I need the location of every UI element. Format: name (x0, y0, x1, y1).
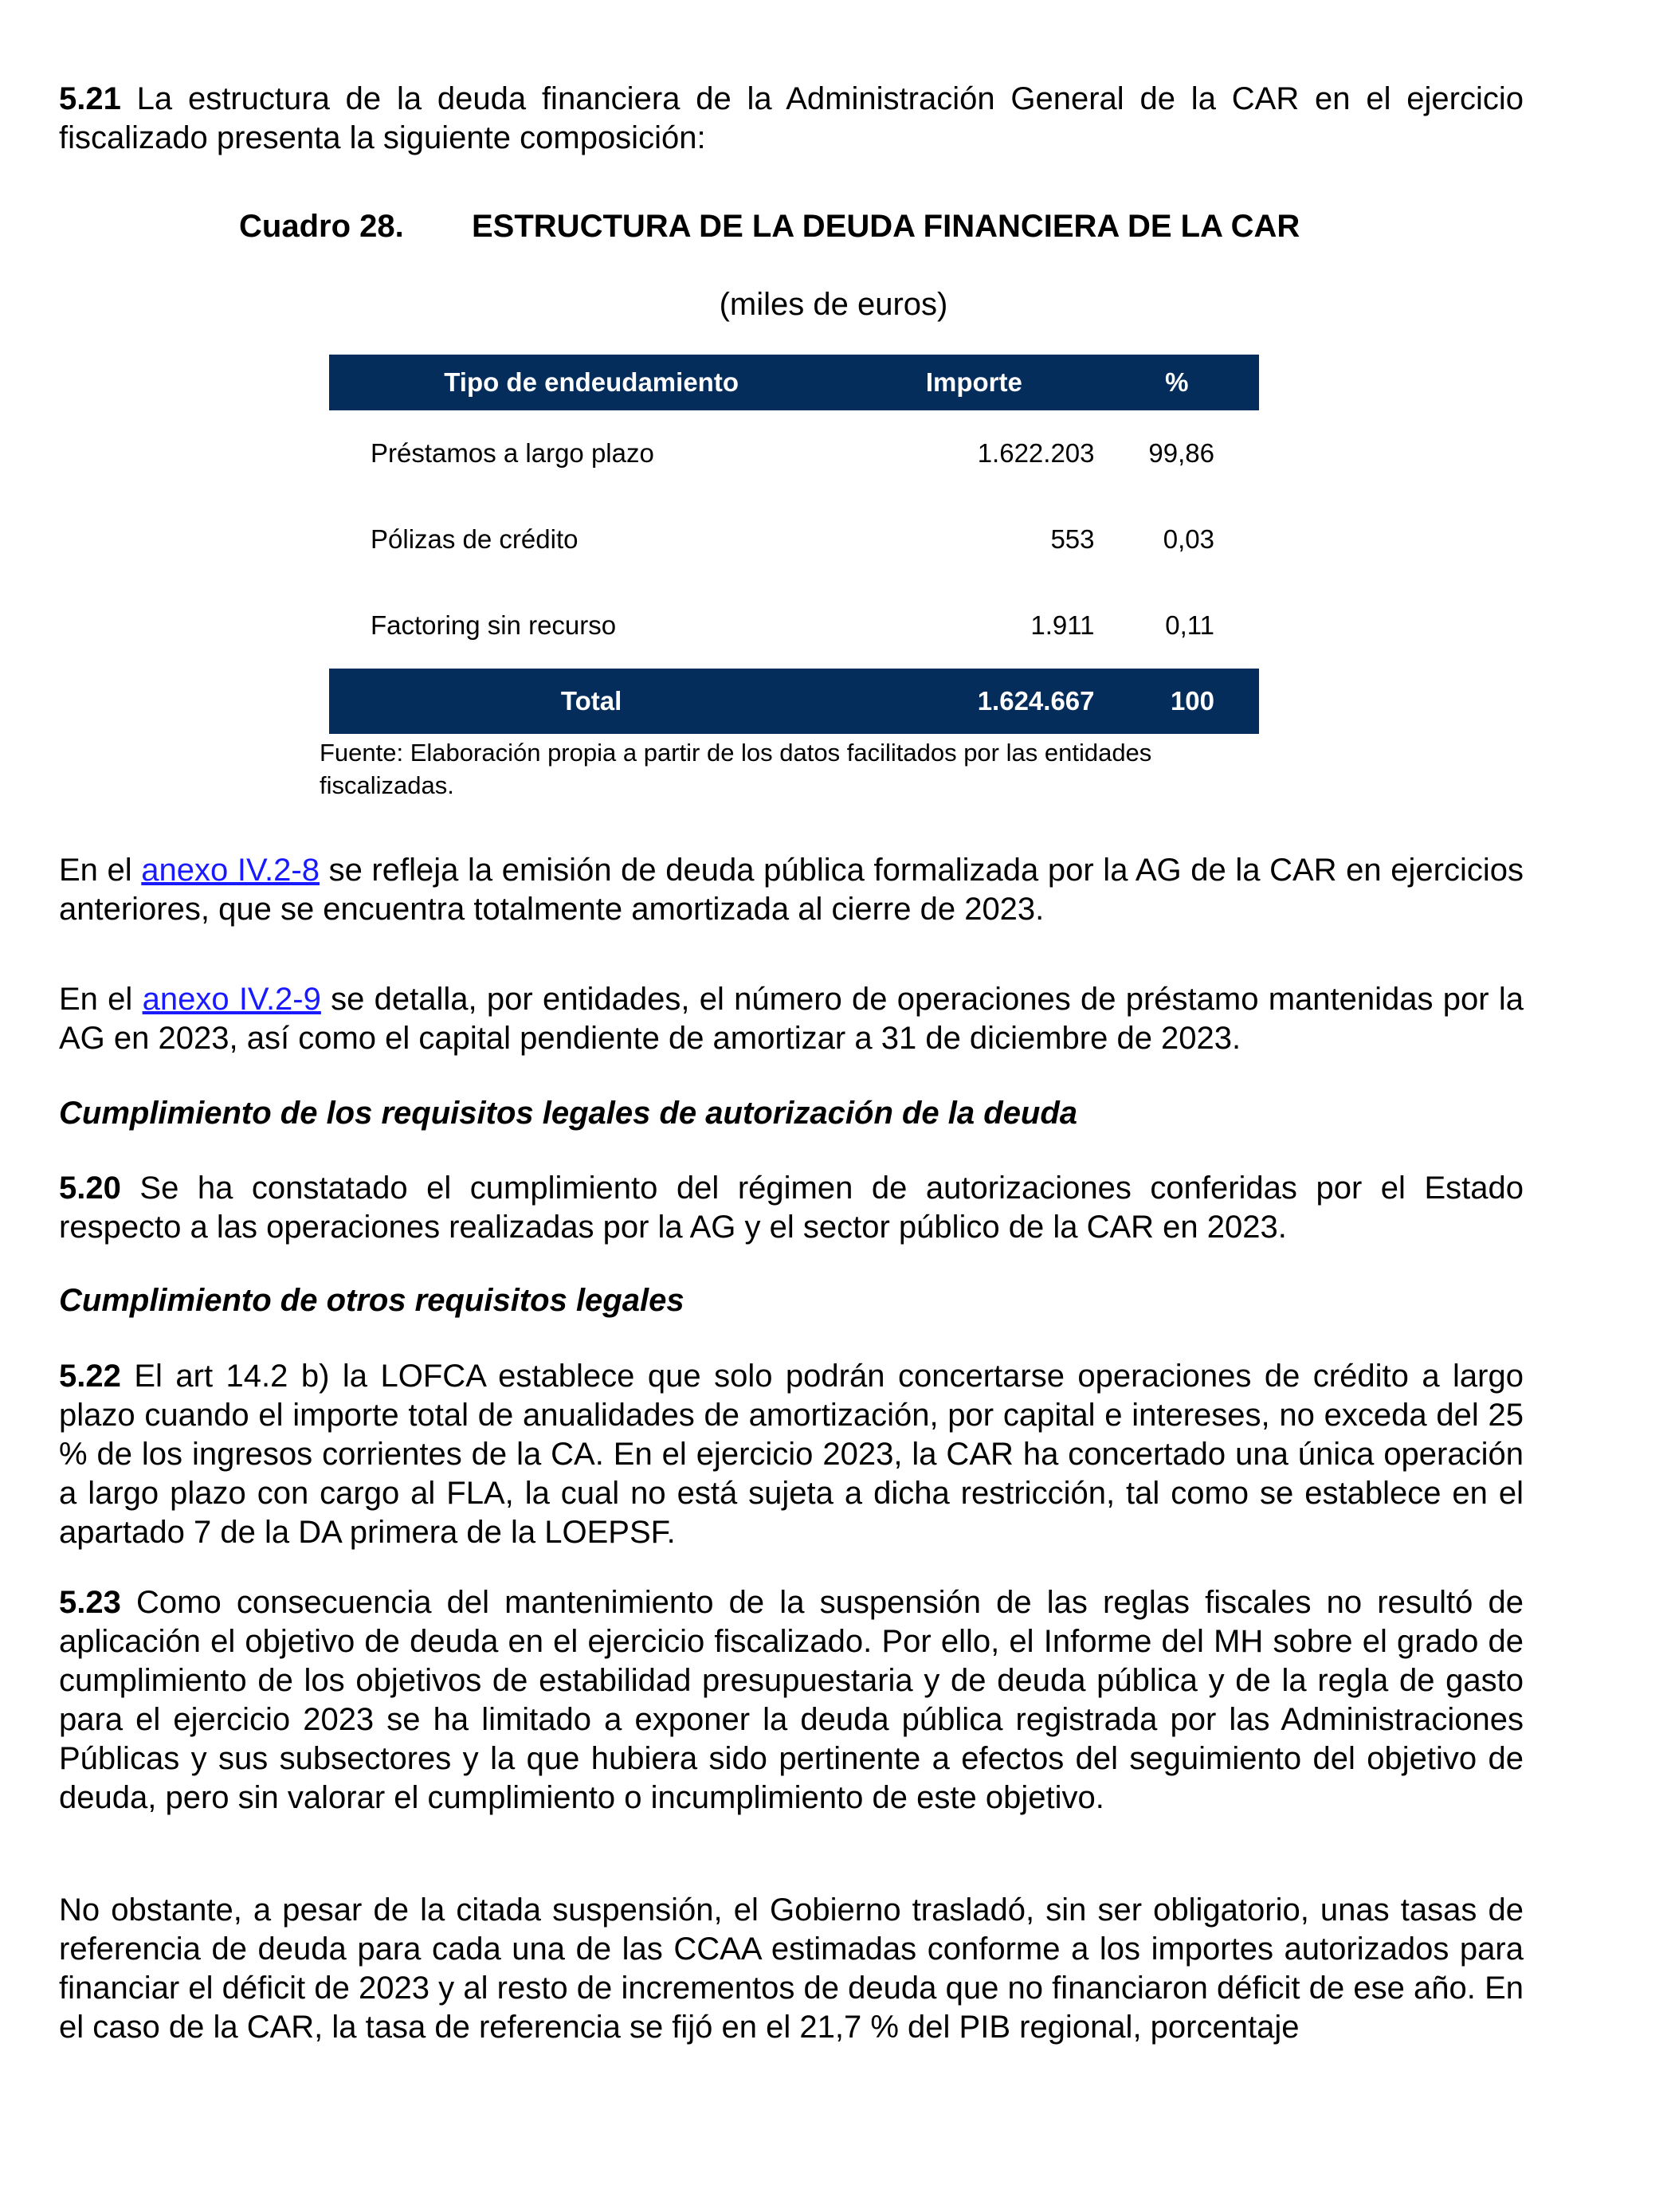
text: se detalla, por entidades, el número de operaciones de préstamo mantenidas por la AG en 2023, así como el capital pendiente de amortizar a 31 de diciembre de 2023. (59, 982, 1524, 1056)
row-type: Pólizas de crédito (371, 524, 579, 554)
annex-iv-2-9-link[interactable]: anexo IV.2-9 (142, 982, 321, 1017)
table-units: (miles de euros) (719, 287, 948, 322)
paragraph-5-21 (59, 80, 1524, 158)
table-total-row (329, 669, 1259, 734)
paragraph-annex-iv-2-8 (59, 851, 1524, 929)
row-amount: 553 (1050, 524, 1095, 554)
row-type: Factoring sin recurso (371, 610, 617, 640)
text: En el (59, 982, 143, 1017)
paragraph-5-22 (59, 1357, 1524, 1552)
row-percent: 0,11 (1165, 610, 1214, 640)
table-row (329, 582, 1259, 669)
paragraph-number: 5.23 (59, 1585, 121, 1620)
text: se refleja la emisión de deuda pública formalizada por la AG de la CAR en ejercicios anteriores, que se encuentra totalmente amortizada al cierre de 2023. (59, 853, 1524, 927)
row-amount: 1.911 (1030, 610, 1095, 640)
row-percent: 99,86 (1148, 438, 1214, 468)
debt-structure-table (329, 355, 1259, 734)
paragraph-reference-rates: No obstante, a pesar de la citada suspensión, el Gobierno trasladó, sin ser obligatorio, unas tasas de referencia de deuda para cada una de las CCAA estimadas conforme a los importes autorizados para financiar el déficit de 2023 y al resto de incrementos de deuda que no financiaron déficit de ese año. En el caso de la CAR, la tasa de referencia se fijó en el 21,7 % del PIB regional, porcentaje (59, 1892, 1524, 2045)
total-label: Total (329, 669, 853, 734)
header-amount: Importe (853, 355, 1094, 410)
paragraph-text: Se ha constatado el cumplimiento del régimen de autorizaciones conferidas por el Estado respecto a las operaciones realizadas por la AG y el sector público de la CAR en 2023. (59, 1171, 1524, 1245)
paragraph-annex-iv-2-9 (59, 980, 1524, 1058)
table-header-row (329, 355, 1259, 410)
table-title: ESTRUCTURA DE LA DEUDA FINANCIERA DE LA CAR (472, 209, 1300, 244)
paragraph-number: 5.20 (59, 1171, 121, 1206)
paragraph-text: La estructura de la deuda financiera de la Administración General de la CAR en el ejercicio fiscalizado presenta la siguiente composición: (59, 81, 1524, 155)
paragraph-number: 5.22 (59, 1359, 121, 1394)
table-row (329, 410, 1259, 496)
table-label: Cuadro 28. (239, 209, 404, 244)
section-heading-other-requirements: Cumplimiento de otros requisitos legales (59, 1283, 684, 1318)
paragraph-5-20 (59, 1169, 1524, 1247)
paragraph-5-23 (59, 1583, 1524, 1818)
paragraph-text: Como consecuencia del mantenimiento de la suspensión de las reglas fiscales no resultó de aplicación el objetivo de deuda en el ejercicio fiscalizado. Por ello, el Informe del MH sobre el grado de cumplimiento de los objetivos de estabilidad presupuestaria y de deuda pública y de la regla de gasto para el ejercicio 2023 se ha limitado a exponer la deuda pública registrada por las Administraciones Públicas y sus subsectores y la que hubiera sido pertinente a efectos del seguimiento del objetivo de deuda, pero sin valorar el cumplimiento o incumplimiento de este objetivo. (59, 1585, 1524, 1815)
header-percent: % (1095, 355, 1259, 410)
text: En el (59, 853, 142, 888)
row-amount: 1.622.203 (977, 438, 1095, 468)
row-percent: 0,03 (1163, 524, 1214, 554)
row-type: Préstamos a largo plazo (371, 438, 654, 468)
paragraph-number: 5.21 (59, 81, 121, 116)
table-row (329, 496, 1259, 582)
section-heading-authorization: Cumplimiento de los requisitos legales de autorización de la deuda (59, 1096, 1078, 1131)
annex-iv-2-8-link[interactable]: anexo IV.2-8 (141, 853, 320, 888)
total-percent: 100 (1170, 686, 1214, 716)
paragraph-text: El art 14.2 b) la LOFCA establece que solo podrán concertarse operaciones de crédito a largo plazo cuando el importe total de anualidades de amortización, por capital e intereses, no exceda del 25 % de los ingresos corrientes de la CA. En el ejercicio 2023, la CAR ha concertado una única operación a largo plazo con cargo al FLA, la cual no está sujeta a dicha restricción, tal como se establece en el apartado 7 de la DA primera de la LOEPSF. (59, 1359, 1524, 1550)
table-source-note: Fuente: Elaboración propia a partir de los datos facilitados por las entidades fiscalizadas. (320, 739, 1152, 799)
header-type: Tipo de endeudamiento (329, 355, 853, 410)
total-amount: 1.624.667 (977, 686, 1095, 716)
